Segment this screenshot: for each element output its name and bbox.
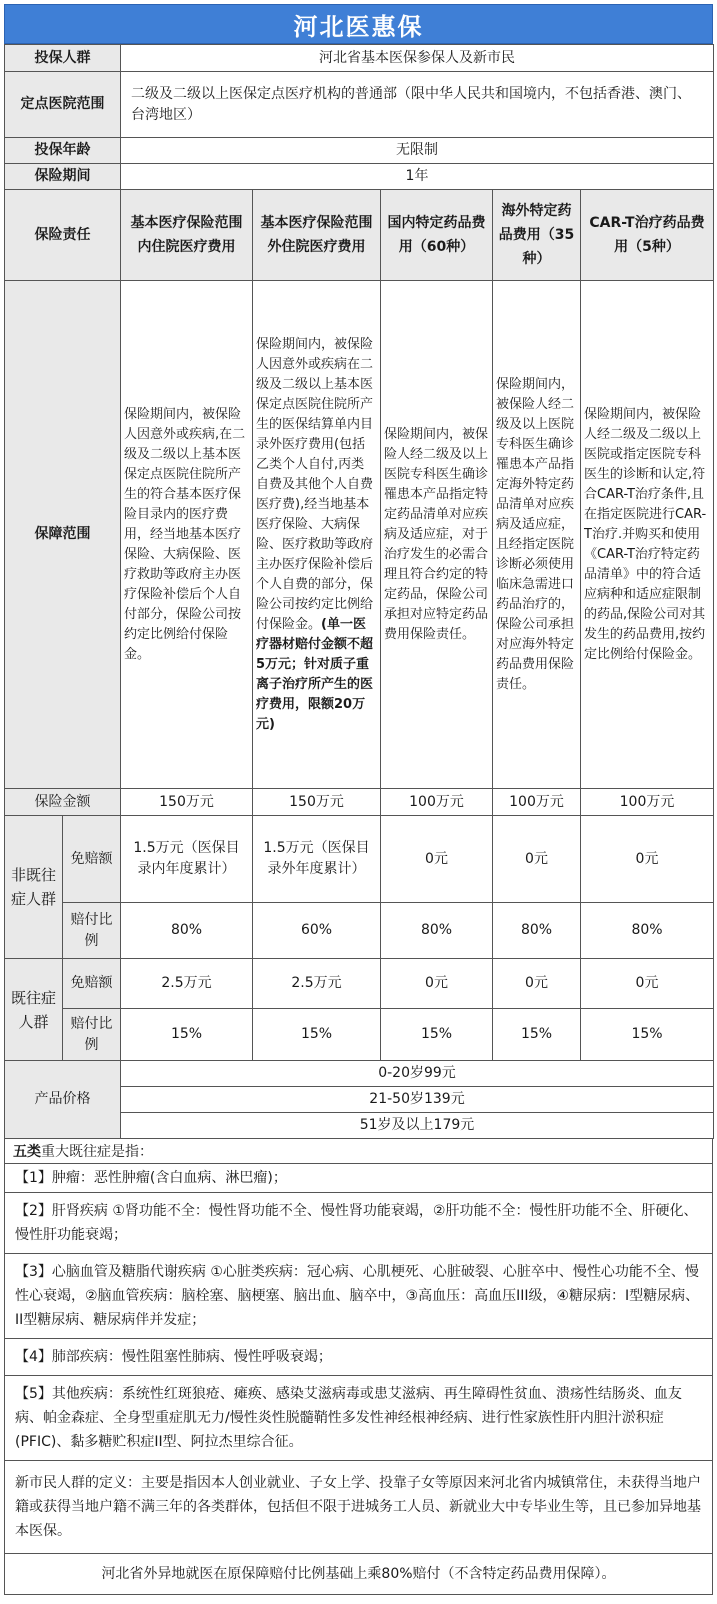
responsibility-col-2: 基本医疗保险范围外住院医疗费用	[253, 190, 381, 281]
non-preexisting-deductible-2: 1.5万元（医保目录外年度累计）	[253, 816, 381, 903]
row-preexisting-ratio	[5, 1009, 714, 1061]
note-item-2: 【2】肝肾疾病 ①肾功能不全：慢性肾功能不全、慢性肾功能衰竭，②肝功能不全：慢性肝功能不全、肝硬化、慢性肝功能衰竭；	[5, 1192, 712, 1253]
sum-insured-1: 150万元	[121, 789, 253, 816]
hospitals-value: 二级及二级以上医保定点医疗机构的普通部（限中华人民共和国境内，不包括香港、澳门、台湾地区）	[121, 72, 714, 138]
preexisting-ratio-1: 15%	[121, 1009, 253, 1061]
note-item-4: 【4】肺部疾病：慢性阻塞性肺病、慢性呼吸衰竭；	[5, 1338, 712, 1375]
non-preexisting-ratio-2: 60%	[253, 903, 381, 959]
non-preexisting-ratio-4: 80%	[493, 903, 581, 959]
preexisting-ratio-5: 15%	[581, 1009, 714, 1061]
preexisting-deductible-5: 0元	[581, 959, 714, 1009]
row-hospitals	[5, 72, 714, 138]
non-preexisting-ratio-5: 80%	[581, 903, 714, 959]
hospitals-label: 定点医院范围	[5, 72, 121, 138]
preexisting-deductible-2: 2.5万元	[253, 959, 381, 1009]
insurance-sheet	[4, 4, 713, 1595]
row-preexisting-deductible	[5, 959, 714, 1009]
row-non-preexisting-deductible	[5, 816, 714, 903]
preexisting-ratio-label: 赔付比例	[63, 1009, 121, 1061]
non-preexisting-deductible-3: 0元	[381, 816, 493, 903]
responsibility-col-5: CAR-T治疗药品费用（5种）	[581, 190, 714, 281]
responsibility-col-4: 海外特定药品费用（35种）	[493, 190, 581, 281]
notes-heading	[5, 1139, 712, 1163]
preexisting-deductible-3: 0元	[381, 959, 493, 1009]
page-title: 河北医惠保	[4, 4, 713, 44]
preexisting-deductible-1: 2.5万元	[121, 959, 253, 1009]
sum-insured-4: 100万元	[493, 789, 581, 816]
non-preexisting-ratio-1: 80%	[121, 903, 253, 959]
preexisting-ratio-2: 15%	[253, 1009, 381, 1061]
notes-heading-text: 重大既往症是指：	[41, 1144, 153, 1160]
price-tier-1: 0-20岁99元	[121, 1061, 714, 1087]
notes-heading-bold: 五类	[13, 1144, 41, 1160]
row-non-preexisting-ratio	[5, 903, 714, 959]
coverage-label: 保障范围	[5, 281, 121, 789]
price-tier-2: 21-50岁139元	[121, 1087, 714, 1113]
period-label: 保险期间	[5, 164, 121, 190]
sum-insured-3: 100万元	[381, 789, 493, 816]
price-label: 产品价格	[5, 1061, 121, 1139]
price-tier-3: 51岁及以上179元	[121, 1113, 714, 1139]
coverage-col-1: 保险期间内，被保险人因意外或疾病,在二级及二级以上基本医保定点医院住院所产生的符合基本医疗保险目录内的医疗费用，经当地基本医疗保险、大病保险、医疗救助等政府主办医疗保险补偿后个人自付部分，保险公司按约定比例给付保险金。	[121, 281, 253, 789]
preexisting-ratio-4: 15%	[493, 1009, 581, 1061]
row-period	[5, 164, 714, 190]
row-responsibility	[5, 190, 714, 281]
coverage-col-2	[253, 281, 381, 789]
sum-insured-2: 150万元	[253, 789, 381, 816]
responsibility-label: 保险责任	[5, 190, 121, 281]
row-age	[5, 138, 714, 164]
insurance-table	[4, 44, 714, 1139]
responsibility-col-1: 基本医疗保险范围内住院医疗费用	[121, 190, 253, 281]
note-item-3: 【3】心脑血管及糖脂代谢疾病 ①心脏类疾病：冠心病、心肌梗死、心脏破裂、心脏卒中、慢性心功能不全、慢性心衰竭，②脑血管疾病：脑栓塞、脑梗塞、脑出血、脑卒中，③高血压：高血压III级，④糖尿病：I型糖尿病、II型糖尿病、糖尿病伴并发症；	[5, 1253, 712, 1338]
preexisting-label: 既往症人群	[5, 959, 63, 1061]
new-citizen-definition: 新市民人群的定义：主要是指因本人创业就业、子女上学、投靠子女等原因来河北省内城镇常住，未获得当地户籍或获得当地户籍不满三年的各类群体，包括但不限于进城务工人员、新就业大中专毕业生等，且已参加异地基本医保。	[5, 1460, 712, 1553]
non-preexisting-deductible-label: 免赔额	[63, 816, 121, 903]
sum-insured-label: 保险金额	[5, 789, 121, 816]
sum-insured-5: 100万元	[581, 789, 714, 816]
coverage-col-4: 保险期间内，被保险人经二级及以上医院专科医生确诊罹患本产品指定海外特定药品清单对应疾病及适应症，且经指定医院诊断必须使用临床急需进口药品治疗的，保险公司承担对应海外特定药品费用保险责任。	[493, 281, 581, 789]
note-item-1: 【1】肿瘤：恶性肿瘤(含白血病、淋巴瘤)；	[5, 1163, 712, 1192]
insured-group-value: 河北省基本医保参保人及新市民	[121, 45, 714, 72]
row-insured-group	[5, 45, 714, 72]
coverage-col-2-limit: (单一医疗器材赔付金额不超5万元；针对质子重离子治疗所产生的医疗费用，限额20万元)	[256, 616, 374, 732]
row-price-1	[5, 1061, 714, 1087]
non-preexisting-ratio-label: 赔付比例	[63, 903, 121, 959]
coverage-col-5: 保险期间内，被保险人经二级及二级以上医院或指定医院专科医生的诊断和认定,符合CAR-T治疗条件,且在指定医院进行CAR-T治疗.并购买和使用《CAR-T治疗特定药品清单》中的符合适应病种和适应症限制的药品,保险公司对其发生的药品费用,按约定比例给付保险金。	[581, 281, 714, 789]
notes-section	[4, 1139, 713, 1595]
non-preexisting-deductible-4: 0元	[493, 816, 581, 903]
non-preexisting-label: 非既往症人群	[5, 816, 63, 959]
note-item-5: 【5】其他疾病：系统性红斑狼疮、瘫痪、感染艾滋病毒或患艾滋病、再生障碍性贫血、溃疡性结肠炎、血友病、帕金森症、全身型重症肌无力/慢性炎性脱髓鞘性多发性神经根神经病、进行性家族性肝内胆汁淤积症(PFIC)、黏多糖贮积症II型、阿拉杰里综合征。	[5, 1375, 712, 1460]
row-coverage	[5, 281, 714, 789]
period-value: 1年	[121, 164, 714, 190]
non-preexisting-deductible-1: 1.5万元（医保目录内年度累计）	[121, 816, 253, 903]
row-sum-insured	[5, 789, 714, 816]
non-preexisting-deductible-5: 0元	[581, 816, 714, 903]
responsibility-col-3: 国内特定药品费用（60种）	[381, 190, 493, 281]
age-value: 无限制	[121, 138, 714, 164]
preexisting-ratio-3: 15%	[381, 1009, 493, 1061]
preexisting-deductible-4: 0元	[493, 959, 581, 1009]
footer-note: 河北省外异地就医在原保障赔付比例基础上乘80%赔付（不含特定药品费用保障）。	[5, 1553, 712, 1594]
preexisting-deductible-label: 免赔额	[63, 959, 121, 1009]
age-label: 投保年龄	[5, 138, 121, 164]
coverage-col-2-text: 保险期间内，被保险人因意外或疾病在二级及二级以上基本医保定点医院住院所产生的医保结算单内目录外医疗费用(包括乙类个人自付,丙类自费及其他个人自费医疗费),经当地基本医疗保险、大病保险、医疗救助等政府主办医疗保险补偿后个人自费的部分，保险公司按约定比例给付保险金。	[256, 336, 374, 632]
coverage-col-3: 保险期间内，被保险人经二级及以上医院专科医生确诊罹患本产品指定特定药品清单对应疾病及适应症，对于治疗发生的必需合理且符合约定的特定药品，保险公司承担对应特定药品费用保险责任。	[381, 281, 493, 789]
insured-group-label: 投保人群	[5, 45, 121, 72]
non-preexisting-ratio-3: 80%	[381, 903, 493, 959]
